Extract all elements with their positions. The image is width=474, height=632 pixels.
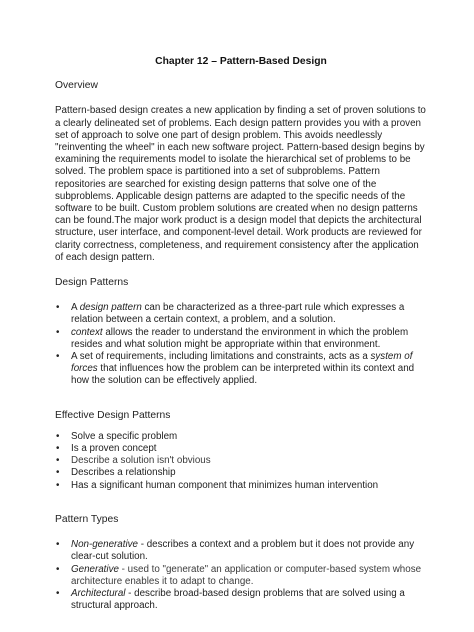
item-text: Solve a specific problem [71,430,178,442]
list-item [55,327,427,351]
bullet-icon: • [56,455,60,467]
pattern-types-list [55,539,427,612]
list-item [55,443,427,455]
item-text: A [71,302,80,314]
bullet-icon: • [56,302,60,314]
item-text: Describes a relationship [71,467,176,479]
bullet-icon: • [56,479,60,491]
list-item [55,431,427,443]
bullet-icon: • [56,539,60,551]
list-item [55,539,427,563]
list-item [55,564,427,588]
design-patterns-heading: Design Patterns [55,277,129,289]
pattern-types-heading: Pattern Types [55,513,119,525]
design-patterns-list [55,302,427,387]
item-text: can be characterized as a three-part rule which expresses a relation between a certain context, a problem, and a solution. [71,302,405,326]
item-emphasis: context [71,326,103,338]
overview-paragraph: Pattern-based design creates a new application by finding a set of proven solutions to a clearly delineated set of problems. Each design pattern provides you with a proven set of approach to solve one part of design problem. This avoids needlessly "reinventing the wheel" in each new software project. Pattern-based design begins by examining the requirements model to isolate the hierarchical set of problems to be solved. The problem space is partitioned into a set of subproblems. Pattern repositories are searched for existing design patterns that solve one of the subproblems. Applicable design patterns are adapted to the specific needs of the software to be built. Custom problem solutions are created when no design patterns can be found.The major work product is a design model that depicts the architectural structure, user interface, and component-level detail. Work products are reviewed for clarity correctness, completeness, and requirement consistency after the application of each design pattern. [55,105,426,263]
item-emphasis: design pattern [79,302,142,314]
bullet-icon: • [56,430,60,442]
item-text: Describe a solution isn't obvious [71,455,211,467]
list-item [55,351,427,388]
item-text: allows the reader to understand the environment in which the problem resides and what solution might be appropriate within that environment. [71,326,409,350]
bullet-icon: • [56,563,60,575]
effective-design-patterns-heading: Effective Design Patterns [55,409,171,421]
bullet-icon: • [56,326,60,338]
item-text: Has a significant human component that minimizes human intervention [71,479,379,491]
item-emphasis: Architectural [71,587,126,599]
item-emphasis: Generative [71,563,119,575]
item-text: that influences how the problem can be interpreted within its context and how the solution can be effectively applied. [71,363,415,387]
list-item [55,455,427,467]
effective-design-patterns-list [55,431,427,492]
list-item [55,467,427,479]
bullet-icon: • [56,443,60,455]
document-page [55,56,427,612]
bullet-icon: • [56,467,60,479]
overview-heading: Overview [55,80,98,92]
item-text: - describes a context and a problem but it does not provide any clear-cut solution. [71,539,415,563]
list-item [55,302,427,326]
item-emphasis: system of forces [71,351,413,375]
item-text: A set of requirements, including limitations and constraints, acts as a [71,351,371,363]
item-emphasis: Non-generative [71,539,138,551]
document-title: Chapter 12 – Pattern-Based Design [155,56,327,67]
list-item [55,588,427,612]
item-text: - describe broad-based design problems that are solved using a structural approach. [71,587,405,612]
item-text: - used to "generate" an application or computer-based system whose architecture enables it to adapt to change. [71,563,422,587]
bullet-icon: • [56,351,60,363]
item-text: Is a proven concept [71,443,157,455]
list-item [55,480,427,492]
bullet-icon: • [56,587,60,599]
